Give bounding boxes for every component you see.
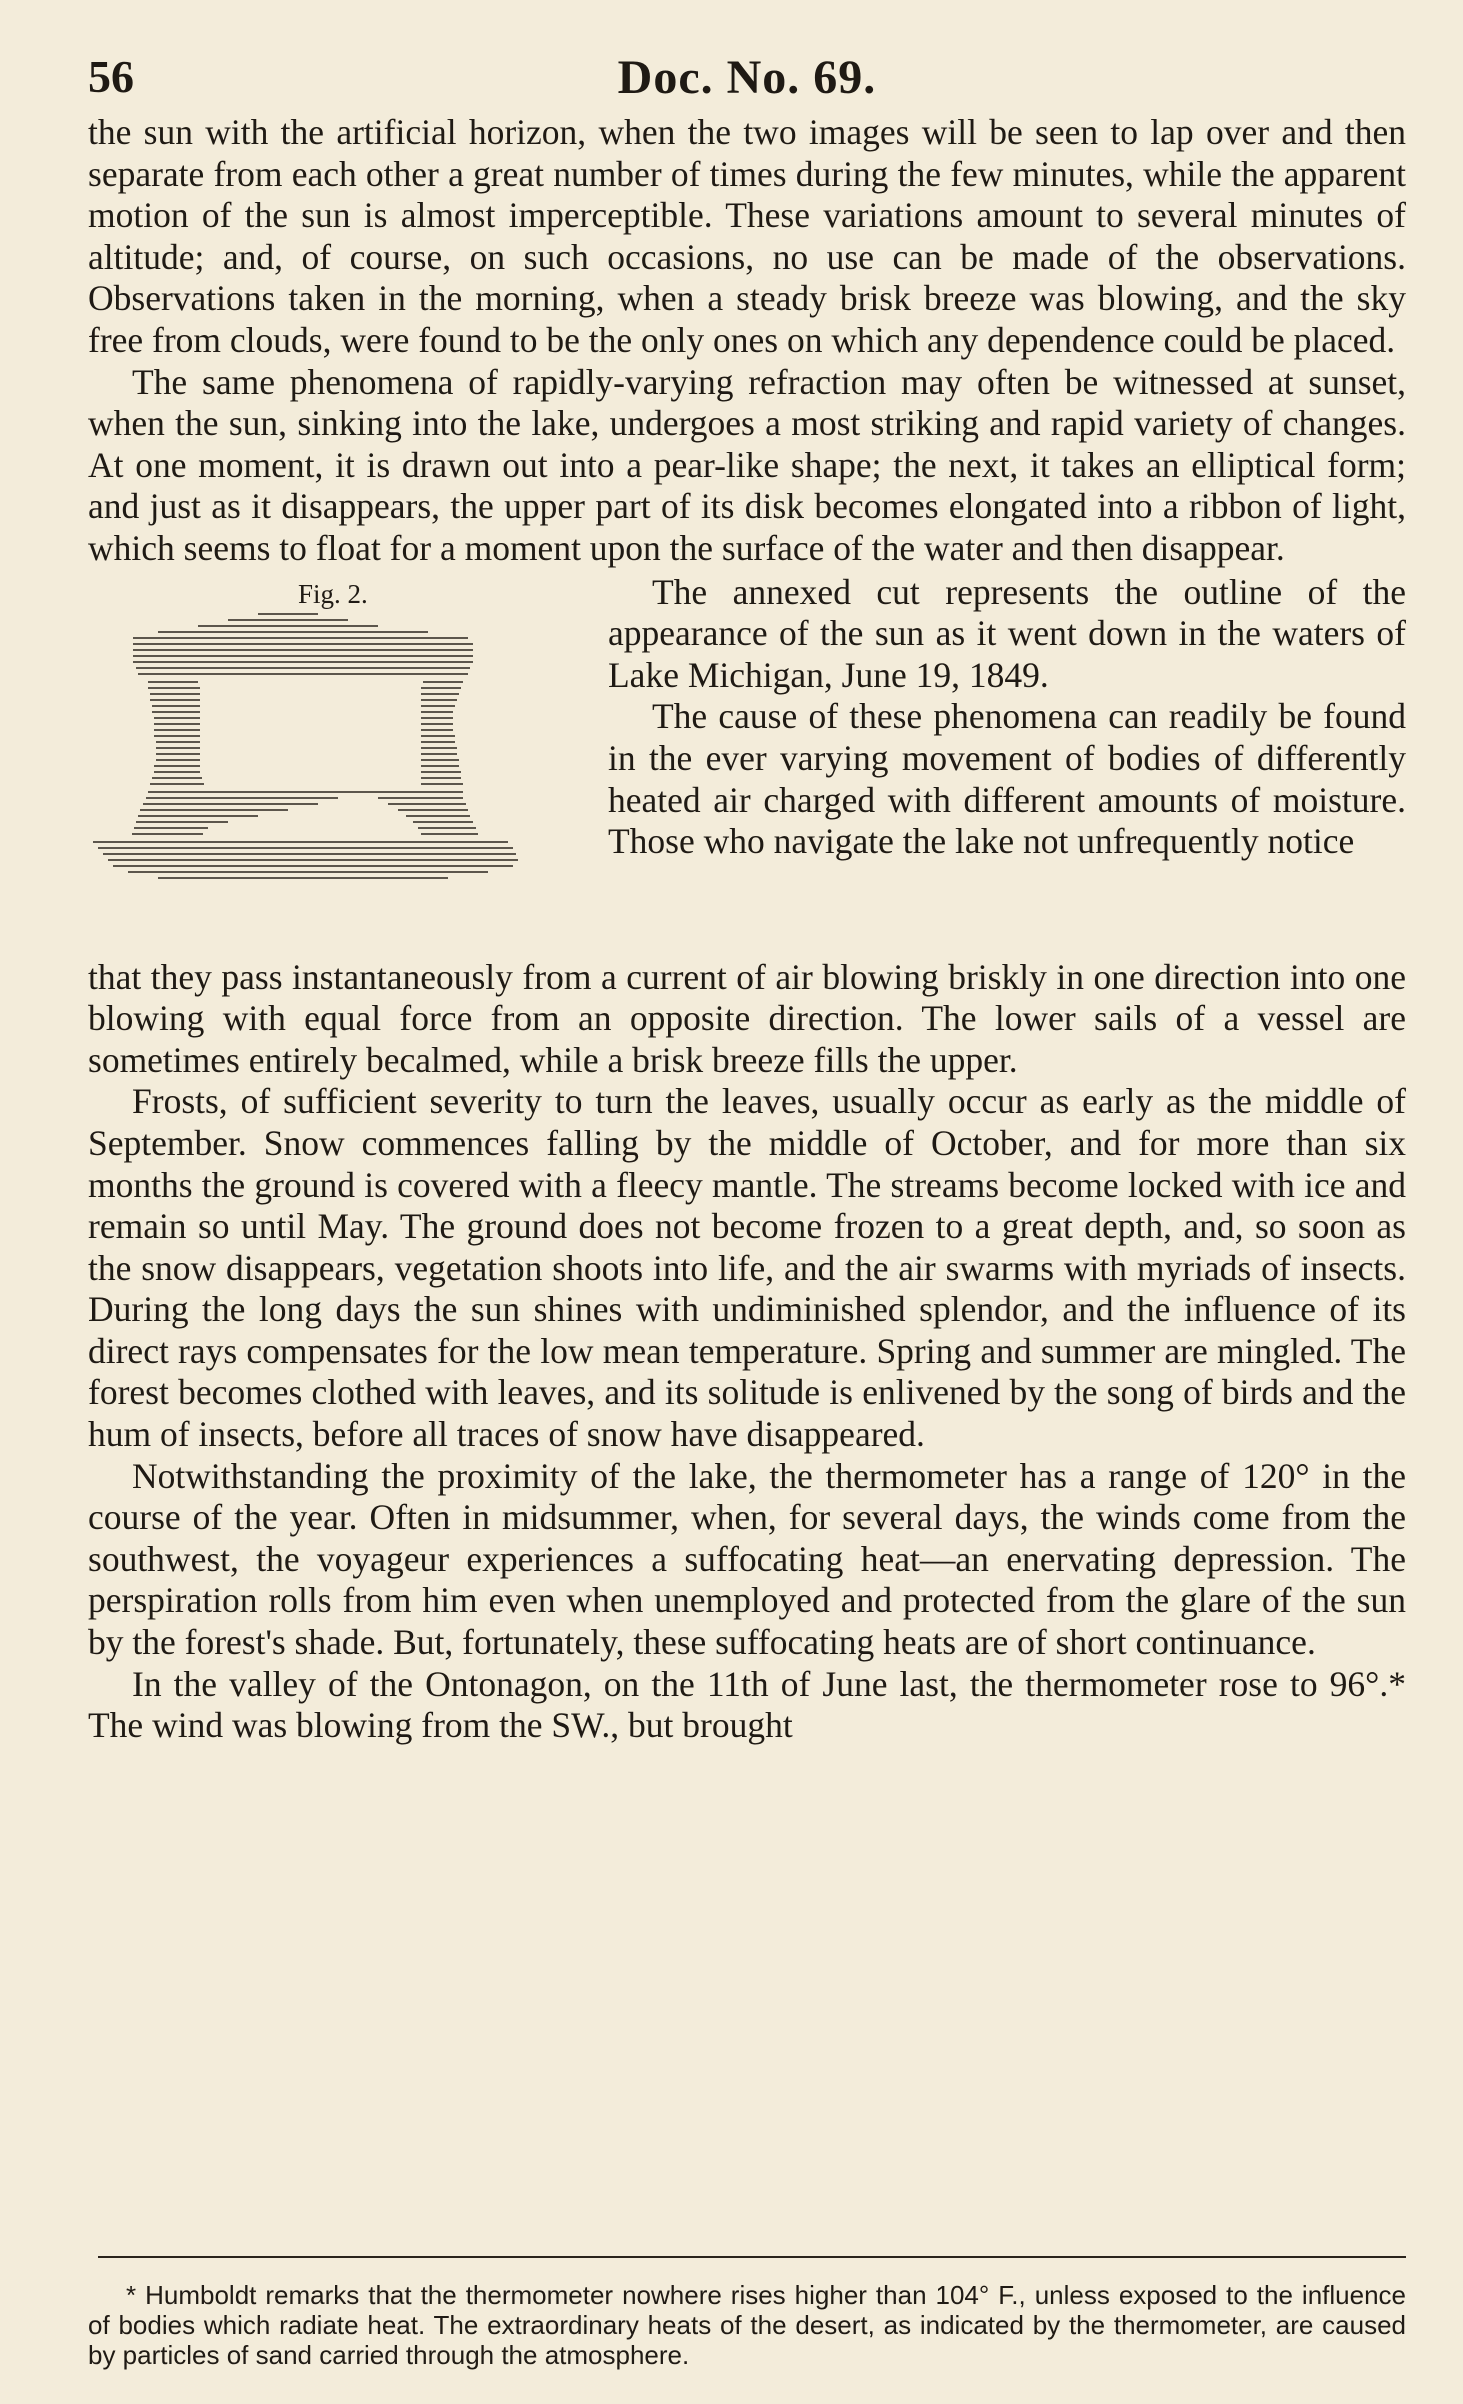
body-text bbox=[88, 112, 1406, 1747]
figure-block bbox=[88, 572, 1406, 957]
figure-caption-paragraph: The annexed cut represents the outline of the appearance of the sun as it went down in the waters of Lake Michigan, June 19, 1849. bbox=[608, 571, 1406, 695]
footnote bbox=[88, 2280, 1406, 2370]
paragraph-ontonagon: In the valley of the Ontonagon, on the 11th of June last, the thermometer rose to 96°.* The wind was blowing from the SW., but brought bbox=[88, 1663, 1406, 1746]
paragraph-refraction: The same phenomena of rapidly-varying refraction may often be witnessed at sunset, when the sun, sinking into the lake, undergoes a most striking and rapid variety of changes. At one moment, it is drawn out into a pear-like shape; the next, it takes an elliptical form; and just as it disappears, the upper part of its disk becomes elongated into a ribbon of light, which seems to float for a moment upon the surface of the water and then disappear. bbox=[88, 361, 1406, 568]
cause-paragraph-continued: that they pass instantaneously from a current of air blowing briskly in one direction into one blowing with equal force from an opposite direction. The lower sails of a vessel are sometimes entirely becalmed, while a brisk breeze fills the upper. bbox=[88, 956, 1406, 1080]
document-title: Doc. No. 69. bbox=[617, 51, 877, 104]
figure-2 bbox=[88, 572, 608, 957]
footnote-divider bbox=[98, 2256, 1406, 2258]
document-page bbox=[88, 50, 1406, 2380]
page-header bbox=[88, 50, 1406, 112]
footnote-text: * Humboldt remarks that the thermometer nowhere rises higher than 104° F., unless exposed to the influence of bodies which radiate heat. The extraordinary heats of the desert, as indicated by the thermometer, are caused by particles of sand carried through the atmosphere. bbox=[88, 2280, 1406, 2370]
sun-outline-illustration bbox=[88, 612, 608, 952]
cause-paragraph-start: The cause of these phenomena can readily be found in the ever varying movement of bodies of differently heated air charged with different amounts of moisture. Those who navigate the lake not unfrequently notice bbox=[608, 696, 1406, 862]
hatched-sun-shape bbox=[93, 614, 518, 878]
figure-label: Fig. 2. bbox=[298, 578, 368, 609]
page-number: 56 bbox=[88, 51, 134, 102]
figure-side-text bbox=[608, 572, 1406, 863]
paragraph-thermometer: Notwithstanding the proximity of the lake, the thermometer has a range of 120° in the course of the year. Often in midsummer, when, for several days, the winds come from the southwest, the voyageur experiences a suffocating heat—an enervating depression. The perspiration rolls from him even when unemployed and protected from the glare of the sun by the forest's shade. But, fortunately, these suffocating heats are of short continuance. bbox=[88, 1455, 1406, 1663]
paragraph-frosts: Frosts, of sufficient severity to turn the leaves, usually occur as early as the middle of September. Snow commences falling by the middle of October, and for more than six months the ground is covered with a fleecy mantle. The streams become locked with ice and remain so until May. The ground does not become frozen to a great depth, and, so soon as the snow disappears, vegetation shoots into life, and the air swarms with myriads of insects. During the long days the sun shines with undiminished splendor, and the influence of its direct rays compensates for the low mean temperature. Spring and summer are mingled. The forest becomes clothed with leaves, and its solitude is enlivened by the song of birds and the hum of insects, before all traces of snow have disappeared. bbox=[88, 1081, 1406, 1455]
paragraph-continued: the sun with the artificial horizon, when the two images will be seen to lap over and then separate from each other a great number of times during the few minutes, while the apparent motion of the sun is almost imperceptible. These variations amount to several minutes of altitude; and, of course, on such occasions, no use can be made of the observations. Observations taken in the morning, when a steady brisk breeze was blowing, and the sky free from clouds, were found to be the only ones on which any dependence could be placed. bbox=[88, 112, 1406, 360]
